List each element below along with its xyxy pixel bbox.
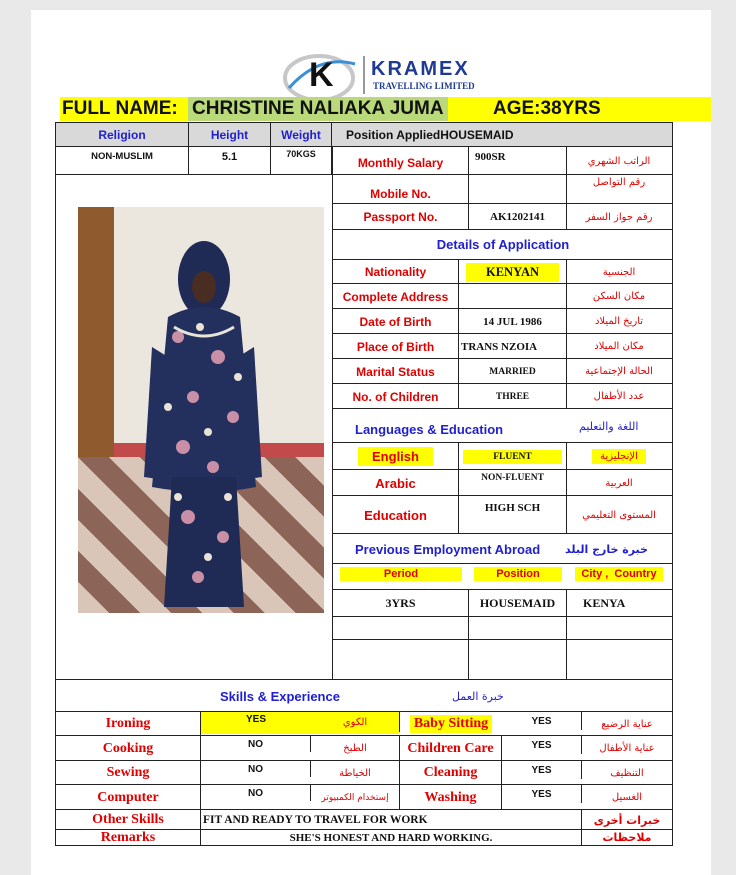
application-row — [333, 309, 673, 334]
logo-divider — [363, 56, 365, 94]
employment-empty-row — [333, 640, 673, 679]
application-page — [31, 10, 711, 875]
position-applied-header: Position Applied HOUSEMAID — [332, 123, 672, 147]
skills-title: Skills & Experience — [220, 689, 340, 704]
skill-right-ar: عناية الأطفال — [599, 743, 655, 754]
other-skills-value: FIT AND READY TO TRAVEL FOR WORK — [201, 810, 582, 830]
language-row — [333, 443, 673, 470]
salary-label: Monthly Salary — [333, 147, 469, 175]
employment-header-row — [333, 564, 673, 590]
skills-title-row — [56, 679, 672, 712]
application-row-ar: عدد الأطفال — [593, 391, 645, 402]
religion-header: Religion — [56, 123, 189, 147]
application-row-label: Marital Status — [333, 359, 459, 384]
application-row-label: Complete Address — [333, 284, 459, 309]
application-row-value: 14 JUL 1986 — [459, 309, 567, 334]
other-skills-row — [56, 810, 672, 830]
application-row-label: Place of Birth — [333, 334, 459, 359]
skill-left-label: Ironing — [56, 712, 201, 736]
languages-title-row — [333, 409, 673, 443]
application-row-label: Date of Birth — [333, 309, 459, 334]
full-name-label: FULL NAME: — [62, 98, 178, 119]
language-row-label: Arabic — [333, 470, 459, 496]
application-row — [333, 359, 673, 384]
skill-right-value: YES — [502, 785, 582, 803]
skill-row — [56, 761, 672, 785]
skill-right-label: Children Care — [400, 736, 502, 761]
application-row-value: THREE — [459, 384, 567, 409]
employment-empty-row — [333, 617, 673, 640]
logo-tagline: TRAVELLING LIMITED — [373, 81, 475, 91]
application-rows — [333, 260, 673, 409]
mobile-row — [333, 175, 673, 204]
religion-value: NON-MUSLIM — [56, 147, 189, 175]
skill-left-value: YES — [245, 713, 266, 725]
application-row-value: MARRIED — [459, 359, 567, 384]
skill-right-ar: عناية الرضيع — [601, 718, 653, 730]
language-row — [333, 470, 673, 496]
remarks-value: SHE'S HONEST AND HARD WORKING. — [201, 830, 582, 845]
application-row-value: KENYAN — [459, 260, 567, 284]
skill-left-ar: إستخدام الكمبيوتر — [311, 785, 400, 810]
skill-left-label: Computer — [56, 785, 201, 810]
skill-left-label: Sewing — [56, 761, 201, 785]
application-row-ar: تاريخ الميلاد — [594, 316, 644, 327]
language-row-label: English — [333, 443, 459, 470]
application-row — [333, 334, 673, 359]
salary-ar: الراتب الشهري — [587, 155, 651, 167]
languages-ar-title: اللغة والتعليم — [579, 419, 639, 433]
skill-right-value: YES — [502, 736, 582, 754]
application-row-value — [459, 284, 567, 309]
weight-header: Weight — [271, 123, 332, 147]
employment-position-header: Position — [469, 564, 567, 590]
application-row-ar: الحالة الإجتماعية — [585, 366, 653, 377]
employment-title-row — [333, 534, 673, 564]
passport-label: Passport No. — [333, 204, 469, 230]
employment-title: Previous Employment Abroad — [355, 541, 541, 557]
skill-right-label: Cleaning — [400, 761, 502, 785]
weight-value: 70KGS — [271, 147, 332, 175]
language-row-value: FLUENT — [459, 443, 567, 470]
application-row-ar: الجنسية — [602, 266, 636, 278]
language-row-ar: المستوى التعليمي — [582, 509, 656, 521]
passport-ar: رقم جواز السفر — [585, 211, 653, 223]
employment-row — [333, 590, 673, 617]
skills-table — [56, 712, 672, 810]
language-row-ar: العربية — [605, 477, 633, 489]
application-row — [333, 260, 673, 284]
application-row-label: No. of Children — [333, 384, 459, 409]
skill-row — [56, 736, 672, 761]
passport-value: AK1202141 — [469, 204, 567, 230]
skill-right-ar: الغسيل — [611, 792, 643, 803]
passport-row — [333, 204, 673, 230]
skill-right-ar: التنظيف — [610, 767, 644, 779]
application-row-label: Nationality — [333, 260, 459, 284]
skill-row — [56, 712, 672, 736]
other-skills-label: Other Skills — [56, 810, 201, 830]
logo-letter: K — [309, 56, 334, 94]
other-skills-ar: خبرات أخرى — [593, 813, 661, 827]
salary-value: 900SR — [469, 147, 567, 175]
skill-left-ar: الخياطة — [311, 761, 400, 785]
employment-position: HOUSEMAID — [469, 590, 567, 617]
age-value: AGE:38YRS — [493, 98, 601, 119]
language-row-value: HIGH SCH — [459, 496, 567, 534]
skill-right-label: Washing — [400, 785, 502, 810]
remarks-row — [56, 830, 672, 845]
employment-period: 3YRS — [333, 590, 469, 617]
skill-left-value: NO — [201, 736, 311, 752]
employment-country-header: City , Country — [567, 564, 671, 590]
language-row-label: Education — [333, 496, 459, 534]
skill-left-value: NO — [201, 785, 311, 801]
language-row-value: NON-FLUENT — [459, 470, 567, 496]
application-row — [333, 284, 673, 309]
skill-left-label: Cooking — [56, 736, 201, 761]
skill-right-value: YES — [502, 761, 582, 779]
main-table — [55, 122, 673, 846]
application-row-value: TRANS NZOIA — [459, 334, 567, 359]
remarks-label: Remarks — [56, 830, 201, 845]
skill-left-ar: الطبخ — [311, 736, 400, 761]
skill-left-ar: الكوي — [311, 712, 400, 732]
application-row-ar: مكان السكن — [592, 291, 646, 302]
name-bar — [60, 97, 711, 121]
mobile-ar: رقم التواصل — [592, 177, 646, 188]
skills-ar-title: خبرة العمل — [452, 690, 504, 703]
skill-left-value: NO — [201, 761, 311, 777]
photo-door — [78, 207, 114, 457]
salary-row — [333, 147, 673, 175]
skill-right-value: YES — [502, 712, 582, 730]
remarks-ar: ملاحظات — [602, 831, 652, 844]
right-column — [332, 147, 672, 679]
language-row — [333, 496, 673, 534]
application-title: Details of Application — [333, 230, 673, 260]
application-row-ar: مكان الميلاد — [594, 341, 644, 352]
language-row-ar: الإنجليزية — [567, 443, 671, 470]
application-row — [333, 384, 673, 409]
mobile-value — [469, 175, 567, 204]
languages-title: Languages & Education — [355, 421, 504, 437]
skill-row — [56, 785, 672, 810]
height-value: 5.1 — [189, 147, 271, 175]
employment-ar-title: خبرة خارج البلد — [565, 542, 648, 556]
logo-brand: KRAMEX — [371, 58, 470, 80]
kramex-logo — [279, 50, 499, 100]
height-header: Height — [189, 123, 271, 147]
person-figure-icon — [138, 227, 268, 613]
applicant-photo — [78, 207, 324, 613]
employment-country: KENYA — [583, 596, 626, 610]
skill-right-label: Baby Sitting — [400, 712, 502, 736]
full-name-value: CHRISTINE NALIAKA JUMA — [188, 97, 448, 121]
mobile-label: Mobile No. — [333, 175, 469, 204]
employment-period-header: Period — [333, 564, 469, 590]
